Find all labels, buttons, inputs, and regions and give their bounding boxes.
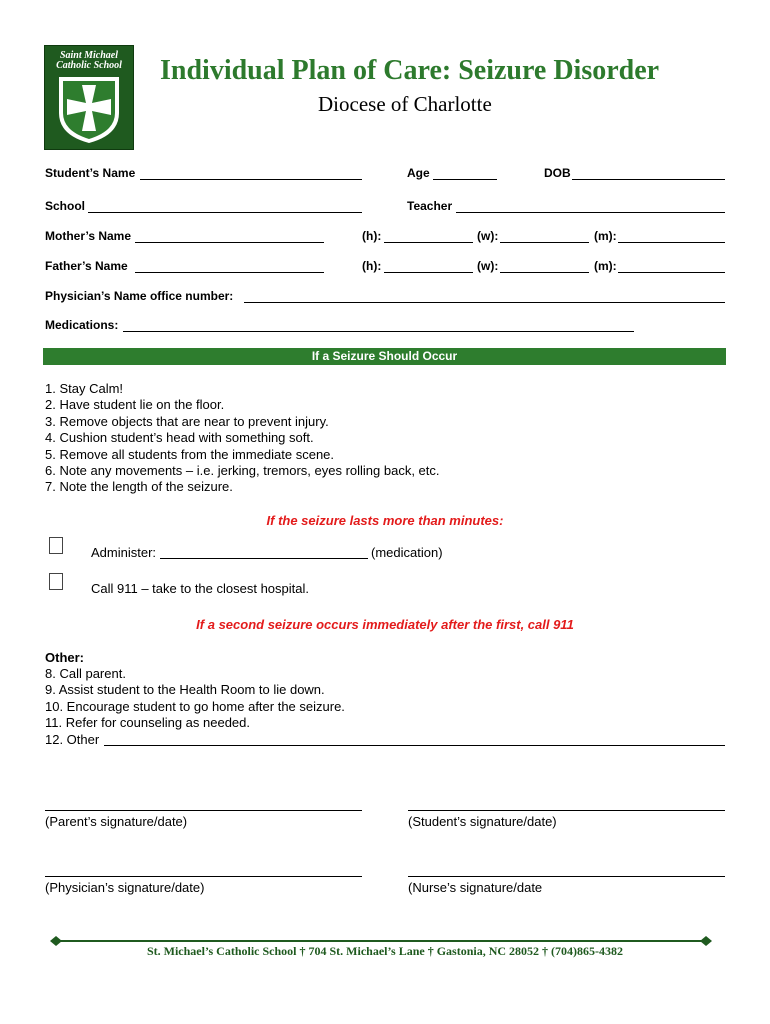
list-item: 8. Call parent. [45, 666, 126, 681]
age-label: Age [407, 166, 430, 180]
mother-mobile-line[interactable] [618, 242, 725, 243]
administer-suffix: (medication) [371, 545, 443, 560]
nurse-signature-line[interactable] [408, 876, 725, 877]
fathers-name-label: Father’s Name [45, 259, 128, 273]
mother-home-line[interactable] [384, 242, 473, 243]
teacher-line[interactable] [456, 212, 725, 213]
parent-signature-label: (Parent’s signature/date) [45, 814, 188, 829]
mothers-name-label: Mother’s Name [45, 229, 132, 243]
father-mobile-line[interactable] [618, 272, 725, 273]
mother-mobile-label: (m): [594, 229, 617, 243]
nurse-signature-label: (Nurse’s signature/date [408, 880, 543, 895]
list-item: 10. Encourage student to go home after the seizure. [45, 698, 345, 714]
mothers-name-line[interactable] [135, 242, 324, 243]
school-logo [44, 45, 134, 150]
list-item: 11. Refer for counseling as needed. [45, 715, 251, 731]
list-item: 7. Note the length of the seizure. [45, 479, 233, 495]
page-title: Individual Plan of Care: Seizure Disorder [160, 55, 660, 86]
section-banner: If a Seizure Should Occur [43, 348, 726, 365]
shield-cross-icon [55, 73, 123, 145]
other-list [45, 666, 345, 748]
dob-label: DOB [544, 166, 571, 180]
list-item: 4. Cushion student’s head with something soft. [45, 430, 314, 446]
student-signature-label: (Student’s signature/date) [408, 814, 557, 829]
list-item: 5. Remove all students from the immediate scene. [45, 446, 335, 462]
student-name-line[interactable] [140, 179, 362, 180]
duration-warning: If the seizure lasts more than minutes: [266, 513, 504, 528]
administer-checkbox[interactable] [49, 537, 63, 554]
logo-text: Saint Michael Catholic School [56, 50, 122, 71]
parent-signature-line[interactable] [45, 810, 362, 811]
physician-signature-line[interactable] [45, 876, 362, 877]
call-911-checkbox[interactable] [49, 573, 63, 590]
father-work-label: (w): [477, 259, 499, 273]
physician-line[interactable] [244, 302, 725, 303]
list-item: 3. Remove objects that are near to prevent injury. [45, 413, 329, 429]
list-item: 1. Stay Calm! [45, 381, 124, 396]
student-signature-line[interactable] [408, 810, 725, 811]
mother-work-line[interactable] [500, 242, 589, 243]
list-item: 9. Assist student to the Health Room to lie down. [45, 682, 325, 698]
school-label: School [45, 199, 86, 213]
seizure-steps-list [45, 381, 440, 496]
medications-label: Medications: [45, 318, 119, 332]
physician-signature-label: (Physician’s signature/date) [45, 880, 205, 895]
mother-work-label: (w): [477, 229, 499, 243]
age-line[interactable] [433, 179, 497, 180]
page-subtitle: Diocese of Charlotte [318, 92, 492, 116]
mother-home-label: (h): [362, 229, 382, 243]
father-mobile-label: (m): [594, 259, 617, 273]
list-item: 2. Have student lie on the floor. [45, 397, 225, 413]
father-work-line[interactable] [500, 272, 589, 273]
medications-line[interactable] [123, 331, 634, 332]
list-item: 6. Note any movements – i.e. jerking, tremors, eyes rolling back, etc. [45, 463, 440, 479]
student-name-label: Student’s Name [45, 166, 136, 180]
other-line[interactable] [104, 745, 725, 746]
father-home-line[interactable] [384, 272, 473, 273]
school-line[interactable] [88, 212, 362, 213]
administer-label: Administer: [91, 545, 157, 560]
list-item: 12. Other [45, 731, 100, 747]
teacher-label: Teacher [407, 199, 453, 213]
administer-medication-line[interactable] [160, 558, 368, 559]
physician-label: Physician’s Name office number: [45, 289, 234, 303]
father-home-label: (h): [362, 259, 382, 273]
footer-address: St. Michael’s Catholic School † 704 St. Michael’s Lane † Gastonia, NC 28052 † (704)865-4382 [146, 944, 624, 958]
fathers-name-line[interactable] [135, 272, 324, 273]
other-heading: Other: [45, 650, 84, 665]
call-911-label: Call 911 – take to the closest hospital. [91, 581, 309, 596]
second-seizure-warning: If a second seizure occurs immediately after the first, call 911 [196, 617, 574, 632]
dob-line[interactable] [572, 179, 725, 180]
